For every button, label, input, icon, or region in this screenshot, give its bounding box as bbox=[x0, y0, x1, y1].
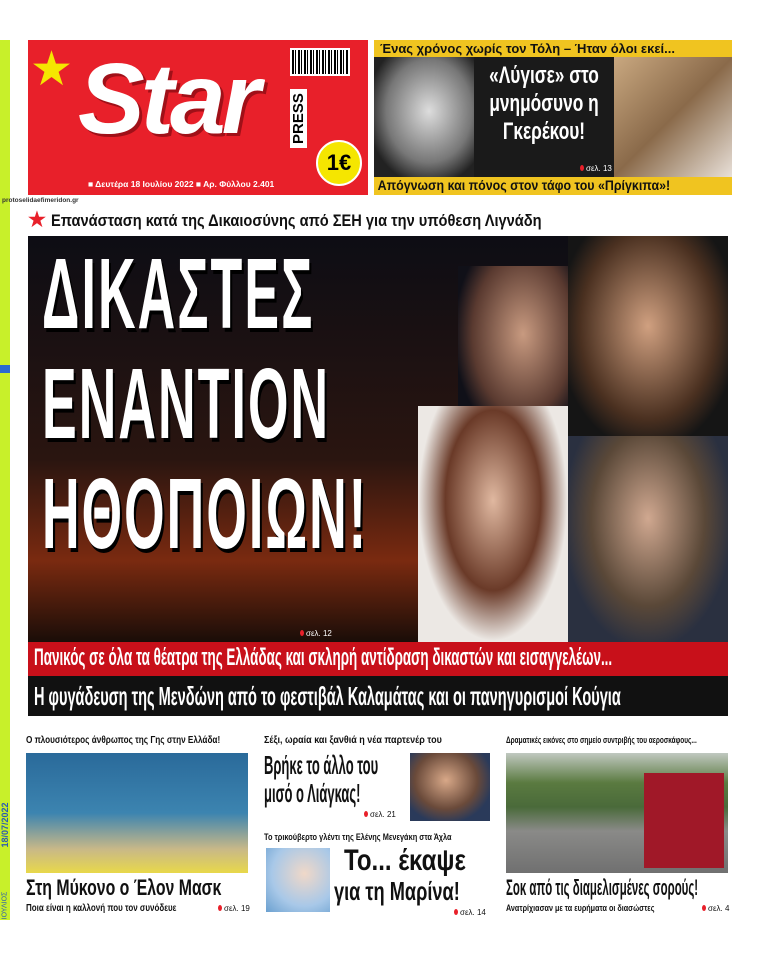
story-photo bbox=[26, 753, 248, 873]
story-sub: Ανατρίχιασαν με τα ευρήματα οι διασώστες bbox=[506, 903, 655, 913]
story-crash[interactable] bbox=[506, 735, 728, 920]
logo-press: PRESS bbox=[290, 89, 307, 148]
barcode bbox=[290, 48, 350, 76]
story-musk[interactable] bbox=[26, 735, 248, 920]
teaser-photo-man bbox=[374, 57, 474, 177]
story-photo bbox=[410, 753, 490, 821]
lead-sub-red-text: Πανικός σε όλα τα θέατρα της Ελλάδας και σκληρή αντίδραση δικαστών και εισαγγελέων... bbox=[34, 644, 613, 671]
lead-kicker-text: Επανάσταση κατά της Δικαιοσύνης από ΣΕΗ για την υπόθεση Λιγνάδη bbox=[50, 211, 542, 230]
teaser-headline: «Λύγισε» στο μνημόσυνο η Γκερέκου! bbox=[489, 62, 599, 145]
story-liagkas[interactable] bbox=[264, 735, 490, 821]
strip-marker bbox=[0, 365, 10, 373]
story-headline: Στη Μύκονο ο Έλον Μασκ bbox=[26, 875, 222, 900]
story-kicker: Δραματικές εικόνες στο σημείο συντριβής του αεροσκάφους... bbox=[506, 735, 697, 745]
lead-sub-black-text: Η φυγάδευση της Μενδώνη από το φεστιβάλ Καλαμάτας και οι πανηγυρισμοί Κούγια bbox=[34, 681, 621, 711]
story-headline-line: για τη Μαρίνα! bbox=[334, 876, 460, 906]
lead-sub-red bbox=[28, 642, 728, 676]
story-headline-line: μισό ο Λιάγκας! bbox=[264, 778, 361, 808]
story-page: σελ. 14 bbox=[454, 908, 486, 917]
lead-kicker bbox=[28, 207, 728, 231]
story-headline: Σοκ από τις διαμελισμένες σορούς! bbox=[506, 875, 699, 900]
photo-young-woman bbox=[418, 406, 568, 642]
masthead bbox=[28, 40, 368, 195]
teaser-footer bbox=[374, 177, 732, 195]
teaser-photo-women bbox=[614, 57, 732, 177]
photo-man-beard bbox=[568, 236, 728, 436]
story-kicker: Το τρικούβερτο γλέντι της Ελένης Μενεγάκη στα Άχλα bbox=[264, 832, 452, 842]
story-photo bbox=[506, 753, 728, 873]
story-kicker: Σέξι, ωραία και ξανθιά η νέα παρτενέρ του bbox=[264, 735, 442, 746]
side-strip bbox=[0, 40, 10, 920]
story-page: σελ. 21 bbox=[364, 810, 396, 819]
lead-page: σελ. 12 bbox=[300, 629, 332, 638]
photo-woman-glasses bbox=[568, 436, 728, 642]
strip-date: 18/07/2022 bbox=[0, 802, 10, 848]
teaser-page: σελ. 13 bbox=[580, 164, 612, 173]
watermark: protoselidaefimeridon.gr bbox=[2, 197, 79, 204]
lead-headline-line: ΗΘΟΠΟΙΩΝ! bbox=[42, 458, 369, 570]
story-sub: Ποια είναι η καλλονή που τον συνόδευε bbox=[26, 903, 177, 914]
story-headline-line: Βρήκε το άλλο του bbox=[264, 750, 379, 780]
story-page: σελ. 4 bbox=[702, 904, 729, 913]
teaser-footer-text: Απόγνωση και πόνος στον τάφο του «Πρίγκιπα»! bbox=[377, 178, 671, 193]
star-icon: ★ bbox=[28, 209, 46, 231]
lead-sub-black bbox=[28, 676, 728, 716]
top-teaser[interactable] bbox=[374, 40, 732, 195]
price-badge: 1€ bbox=[316, 140, 362, 186]
fire-truck bbox=[644, 773, 724, 868]
issue-info: ■ Δευτέρα 18 Ιουλίου 2022 ■ Αρ. Φύλλου 2.401 bbox=[88, 179, 275, 189]
teaser-kicker: Ένας χρόνος χωρίς τον Τόλη – Ήταν όλοι εκεί... bbox=[374, 40, 732, 57]
lead-headline-line: ΔΙΚΑΣΤΕΣ bbox=[42, 238, 315, 350]
story-page: σελ. 19 bbox=[218, 904, 250, 913]
lead-headline-line: ΕΝΑΝΤΙΟΝ bbox=[42, 348, 331, 460]
logo: Star bbox=[78, 43, 257, 155]
strip-month: ΙΟΥΛΙΟΣ bbox=[1, 891, 9, 920]
story-kicker: Ο πλουσιότερος άνθρωπος της Γης στην Ελλάδα! bbox=[26, 735, 221, 746]
story-headline-line: Το... έκαψε bbox=[344, 844, 466, 877]
story-photo bbox=[266, 848, 330, 912]
lead-story[interactable] bbox=[28, 236, 728, 642]
star-icon: ★ bbox=[30, 43, 74, 96]
story-menegaki[interactable] bbox=[264, 832, 490, 920]
